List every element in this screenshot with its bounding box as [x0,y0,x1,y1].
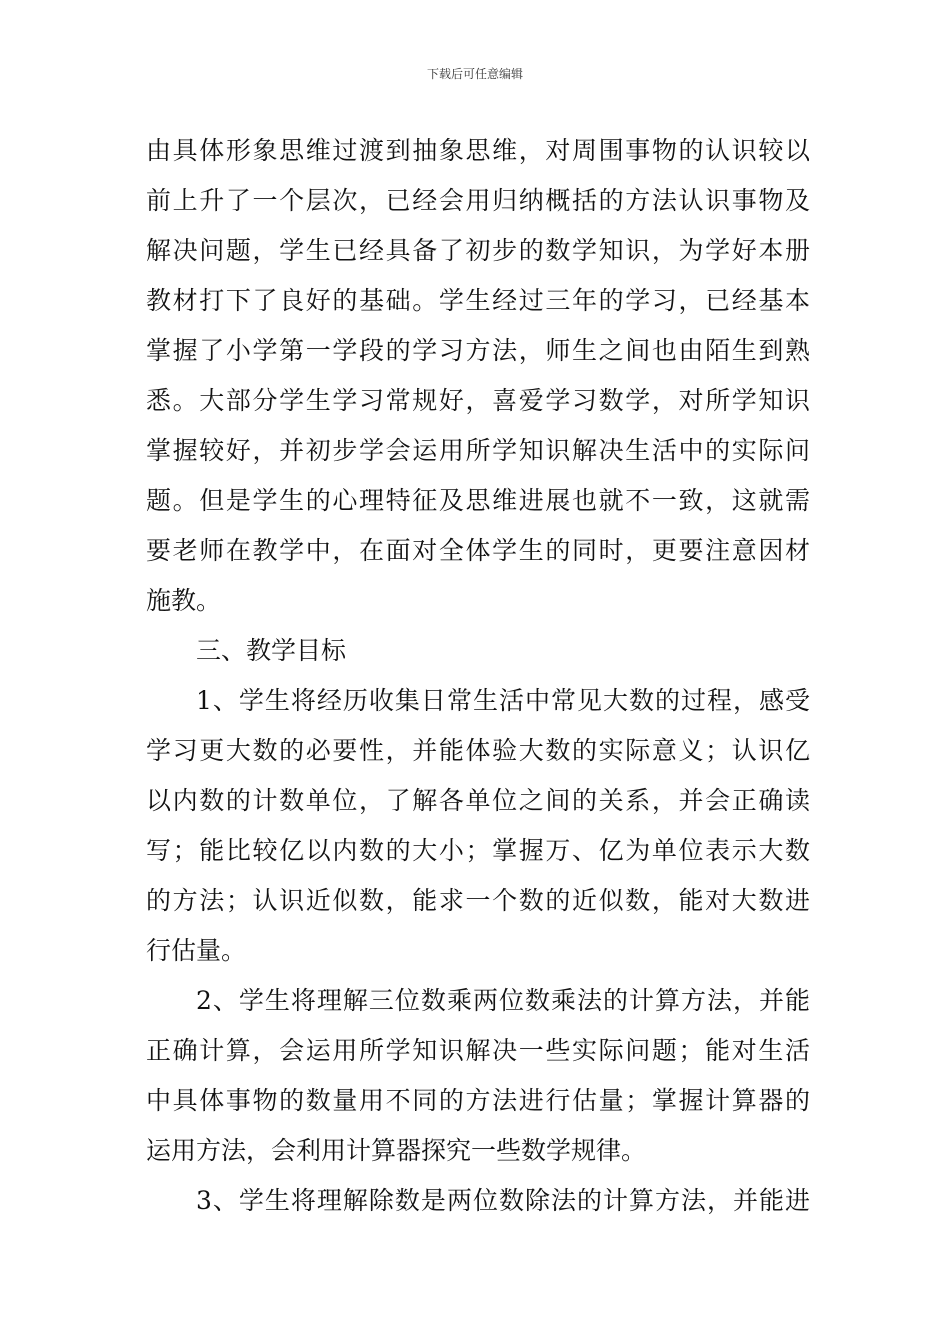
text-line: 的方法；认识近似数，能求一个数的近似数，能对大数进 [146,886,810,915]
text-line: 中具体事物的数量用不同的方法进行估量；掌握计算器的 [146,1086,810,1115]
text-line: 掌握了小学第一学段的学习方法，师生之间也由陌生到熟 [146,336,810,365]
text-line: 3、学生将理解除数是两位数除法的计算方法，并能进 [196,1186,810,1215]
text-line: 悉。大部分学生学习常规好，喜爱学习数学，对所学知识 [146,386,810,415]
text-line: 以内数的计数单位，了解各单位之间的关系，并会正确读 [146,786,810,815]
text-line: 三、教学目标 [196,636,347,665]
text-line: 要老师在教学中，在面对全体学生的同时，更要注意因材 [146,536,810,565]
text-line: 正确计算，会运用所学知识解决一些实际问题；能对生活 [146,1036,810,1065]
text-line: 行估量。 [146,936,247,965]
text-line: 由具体形象思维过渡到抽象思维，对周围事物的认识较以 [146,136,810,165]
text-line: 2、学生将理解三位数乘两位数乘法的计算方法，并能 [196,986,810,1015]
text-line: 学习更大数的必要性，并能体验大数的实际意义；认识亿 [146,736,810,765]
text-line: 前上升了一个层次，已经会用归纳概括的方法认识事物及 [146,186,810,215]
text-line: 写；能比较亿以内数的大小；掌握万、亿为单位表示大数 [146,836,810,865]
text-line: 施教。 [146,586,222,615]
page-header: 下载后可任意编辑 [426,67,523,81]
body-text [146,126,810,1226]
text-line: 解决问题，学生已经具备了初步的数学知识，为学好本册 [146,236,810,265]
text-line: 题。但是学生的心理特征及思维进展也就不一致，这就需 [146,486,810,515]
text-line: 教材打下了良好的基础。学生经过三年的学习，已经基本 [146,286,810,315]
text-line: 1、学生将经历收集日常生活中常见大数的过程，感受 [196,686,810,715]
text-line: 运用方法，会利用计算器探究一些数学规律。 [146,1136,647,1165]
text-line: 掌握较好，并初步学会运用所学知识解决生活中的实际问 [146,436,810,465]
